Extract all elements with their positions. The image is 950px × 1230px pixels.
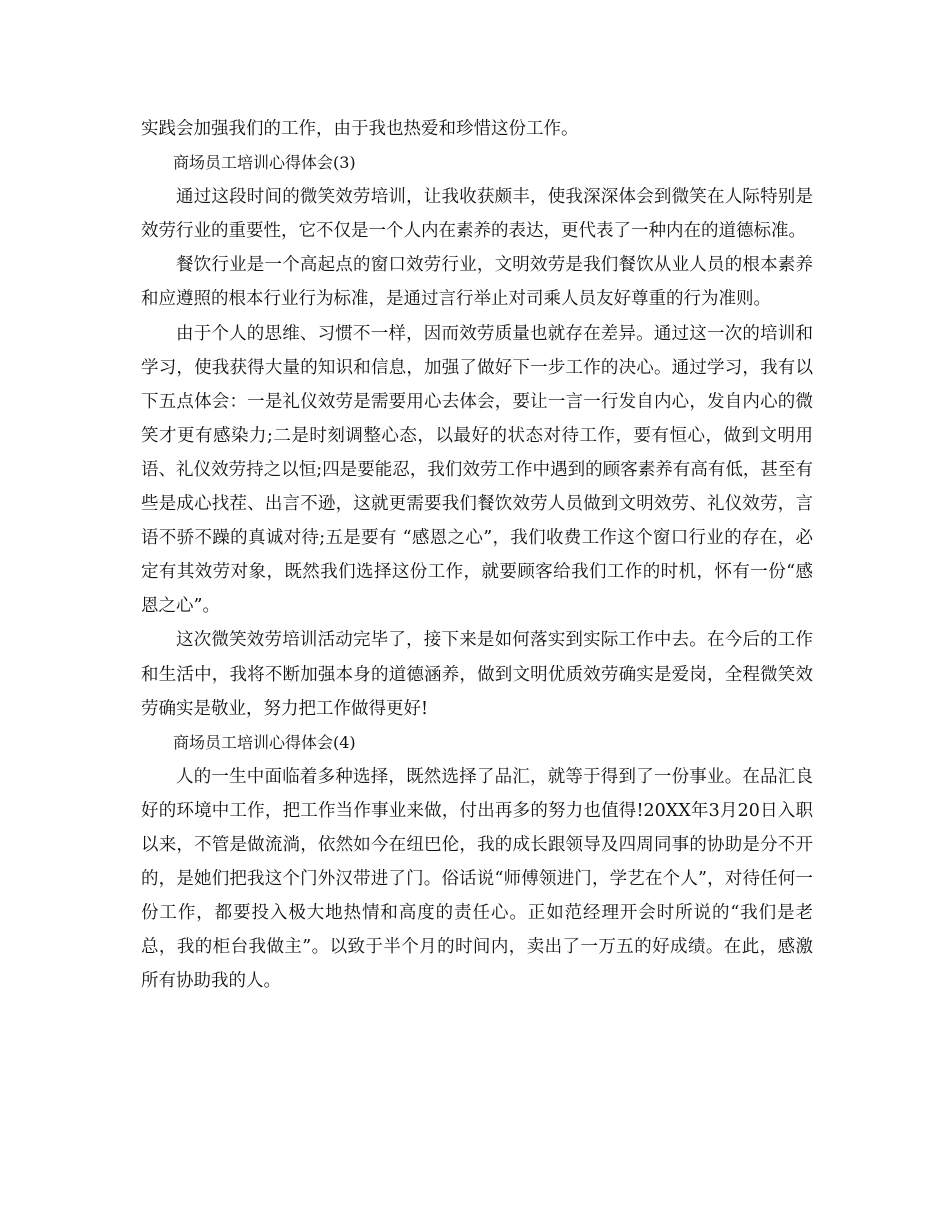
paragraph: 由于个人的思维、习惯不一样，因而效劳质量也就存在差异。通过这一次的培训和学习，使我获得大量的知识和信息，加强了做好下一步工作的决心。通过学习，我有以下五点体会：一是礼仪效劳是需要用心去体会，要让一言一行发自内心，发自内心的微笑才更有感染力;二是时刻调整心态，以最好的状态对待工作，要有恒心，做到文明用语、礼仪效劳持之以恒;四是要能忍，我们效劳工作中遇到的顾客素养有高有低，甚至有些是成心找茬、出言不逊，这就更需要我们餐饮效劳人员做到文明效劳、礼仪效劳，言语不骄不躁的真诚对待;五是要有 “感恩之心”，我们收费工作这个窗口行业的存在，必定有其效劳对象，既然我们选择这份工作，就要顾客给我们工作的时机，怀有一份“感恩之心”。 — [141, 323, 813, 617]
paragraph: 这次微笑效劳培训活动完毕了，接下来是如何落实到实际工作中去。在今后的工作和生活中，我将不断加强本身的道德涵养，做到文明优质效劳确实是爱岗，全程微笑效劳确实是敬业，努力把工作做得更好! — [141, 630, 813, 719]
document-body — [141, 112, 813, 998]
paragraph: 餐饮行业是一个高起点的窗口效劳行业，文明效劳是我们餐饮从业人员的根本素养和应遵照的根本行业行为标准，是通过言行举止对司乘人员友好尊重的行为准则。 — [141, 255, 813, 310]
paragraph: 通过这段时间的微笑效劳培训，让我收获颇丰，使我深深体会到微笑在人际特别是效劳行业的重要性，它不仅是一个人内在素养的表达，更代表了一种内在的道德标准。 — [141, 187, 813, 242]
section-heading-3: 商场员工培训心得体会(3) — [173, 153, 356, 173]
continuation-paragraph: 实践会加强我们的工作，由于我也热爱和珍惜这份工作。 — [141, 119, 579, 139]
section-heading-4: 商场员工培训心得体会(4) — [173, 732, 356, 752]
paragraph: 人的一生中面临着多种选择，既然选择了品汇，就等于得到了一份事业。在品汇良好的环境中工作，把工作当作事业来做，付出再多的努力也值得!20XX年3月20日入职以来，不管是做流淌，依然如今在纽巴伦，我的成长跟领导及四周同事的协助是分不开的，是她们把我这个门外汉带进了门。俗话说“师傅领进门，学艺在个人”，对待任何一份工作，都要投入极大地热情和高度的责任心。正如范经理开会时所说的“我们是老总，我的柜台我做主”。以致于半个月的时间内，卖出了一万五的好成绩。在此，感激所有协助我的人。 — [141, 766, 813, 992]
